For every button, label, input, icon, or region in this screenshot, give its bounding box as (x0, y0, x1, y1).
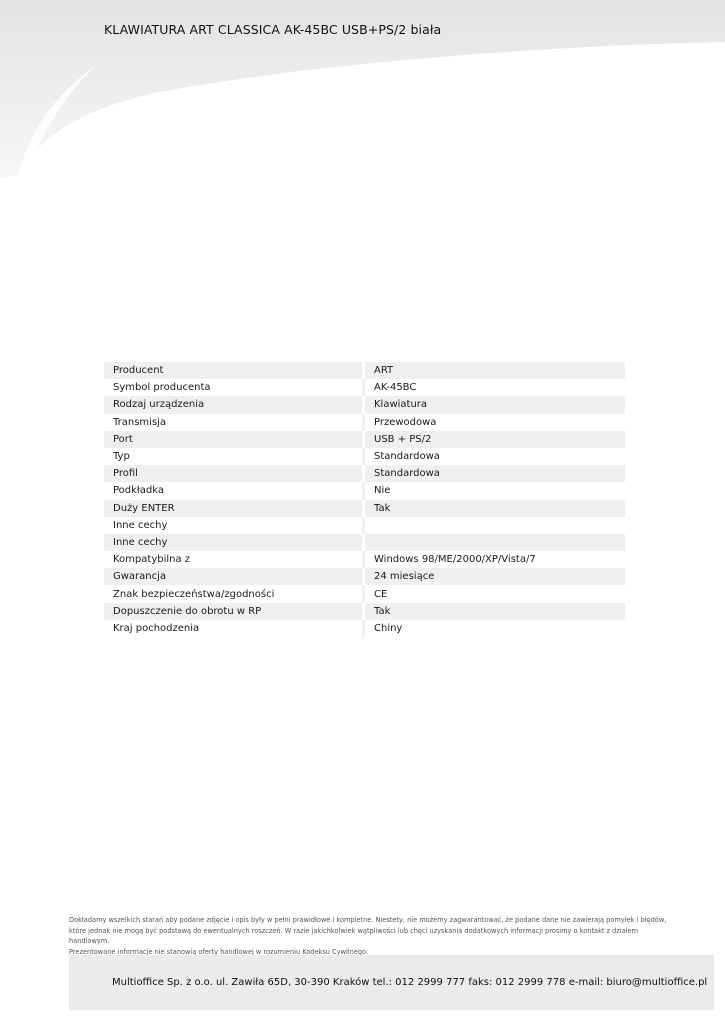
spec-row (104, 448, 625, 465)
spec-table (104, 362, 625, 637)
spec-row (104, 465, 625, 482)
spec-separator (362, 534, 365, 551)
spec-value: Przewodowa (374, 416, 437, 428)
spec-row (104, 379, 625, 396)
spec-label: Gwarancja (113, 571, 167, 583)
spec-label: Podkładka (113, 485, 164, 497)
spec-value: Klawiatura (374, 399, 428, 411)
disclaimer (69, 915, 679, 957)
spec-label: Profil (113, 468, 138, 480)
spec-value: Tak (374, 605, 391, 617)
spec-row (104, 362, 625, 379)
disclaimer-line: Prezentowane informacje nie stanowią oferty handlowej w rozumieniu Kodeksu Cywilnego. (69, 947, 369, 956)
document-title: KLAWIATURA ART CLASSICA AK-45BC USB+PS/2 biała (104, 22, 442, 37)
spec-row (104, 603, 625, 620)
spec-value: Standardowa (374, 468, 440, 480)
spec-label: Inne cechy (113, 536, 168, 548)
spec-separator (362, 517, 365, 534)
spec-row (104, 500, 625, 517)
spec-value: Chiny (374, 622, 403, 634)
footer-contact: Multioffice Sp. z o.o. ul. Zawiła 65D, 30-390 Kraków tel.: 012 2999 777 faks: 012 2999 778 e-mail: biuro@multioffice.pl (112, 977, 708, 988)
spec-label: Kraj pochodzenia (113, 622, 200, 634)
spec-row (104, 534, 625, 551)
spec-value: AK-45BC (374, 382, 417, 394)
spec-value: Windows 98/ME/2000/XP/Vista/7 (374, 554, 536, 566)
spec-row (104, 551, 625, 568)
spec-value: CE (374, 588, 388, 600)
disclaimer-line: Dokładamy wszelkich starań aby podane zdjęcie i opis były w pełni prawidłowe i kompletne. Niestety, nie możemy zagwarantować, że podane dane nie zawierają pomyłek i błędów, (69, 916, 667, 924)
spec-value: 24 miesiące (374, 571, 435, 583)
spec-label: Transmisja (113, 416, 167, 428)
spec-label: Typ (113, 451, 130, 463)
spec-row (104, 585, 625, 602)
spec-label: Symbol producenta (113, 382, 211, 394)
spec-value: Standardowa (374, 451, 440, 463)
spec-row (104, 431, 625, 448)
spec-label: Inne cechy (113, 519, 168, 531)
spec-label: Dopuszczenie do obrotu w RP (113, 605, 262, 617)
spec-value: Nie (374, 485, 391, 497)
spec-label: Kompatybilna z (113, 554, 191, 566)
spec-value: ART (374, 365, 394, 377)
spec-row (104, 414, 625, 431)
disclaimer-line: które jednak nie mogą być podstawą do ewentualnych roszczeń. W razie jakichkolwiek wątpliwości lub chęci uzyskania dodatkowych informacji prosimy o kontakt z działem handlowym. (69, 926, 638, 945)
spec-value: USB + PS/2 (374, 433, 432, 445)
spec-label: Rodzaj urządzenia (113, 399, 205, 411)
spec-row (104, 396, 625, 413)
spec-row (104, 568, 625, 585)
spec-value: Tak (374, 502, 391, 514)
spec-row (104, 482, 625, 499)
spec-label: Port (113, 433, 133, 445)
spec-row (104, 517, 625, 534)
spec-label: Znak bezpieczeństwa/zgodności (113, 588, 275, 600)
spec-row (104, 620, 625, 637)
spec-label: Duży ENTER (113, 502, 175, 514)
footer-box (69, 955, 714, 1010)
spec-label: Producent (113, 365, 164, 377)
